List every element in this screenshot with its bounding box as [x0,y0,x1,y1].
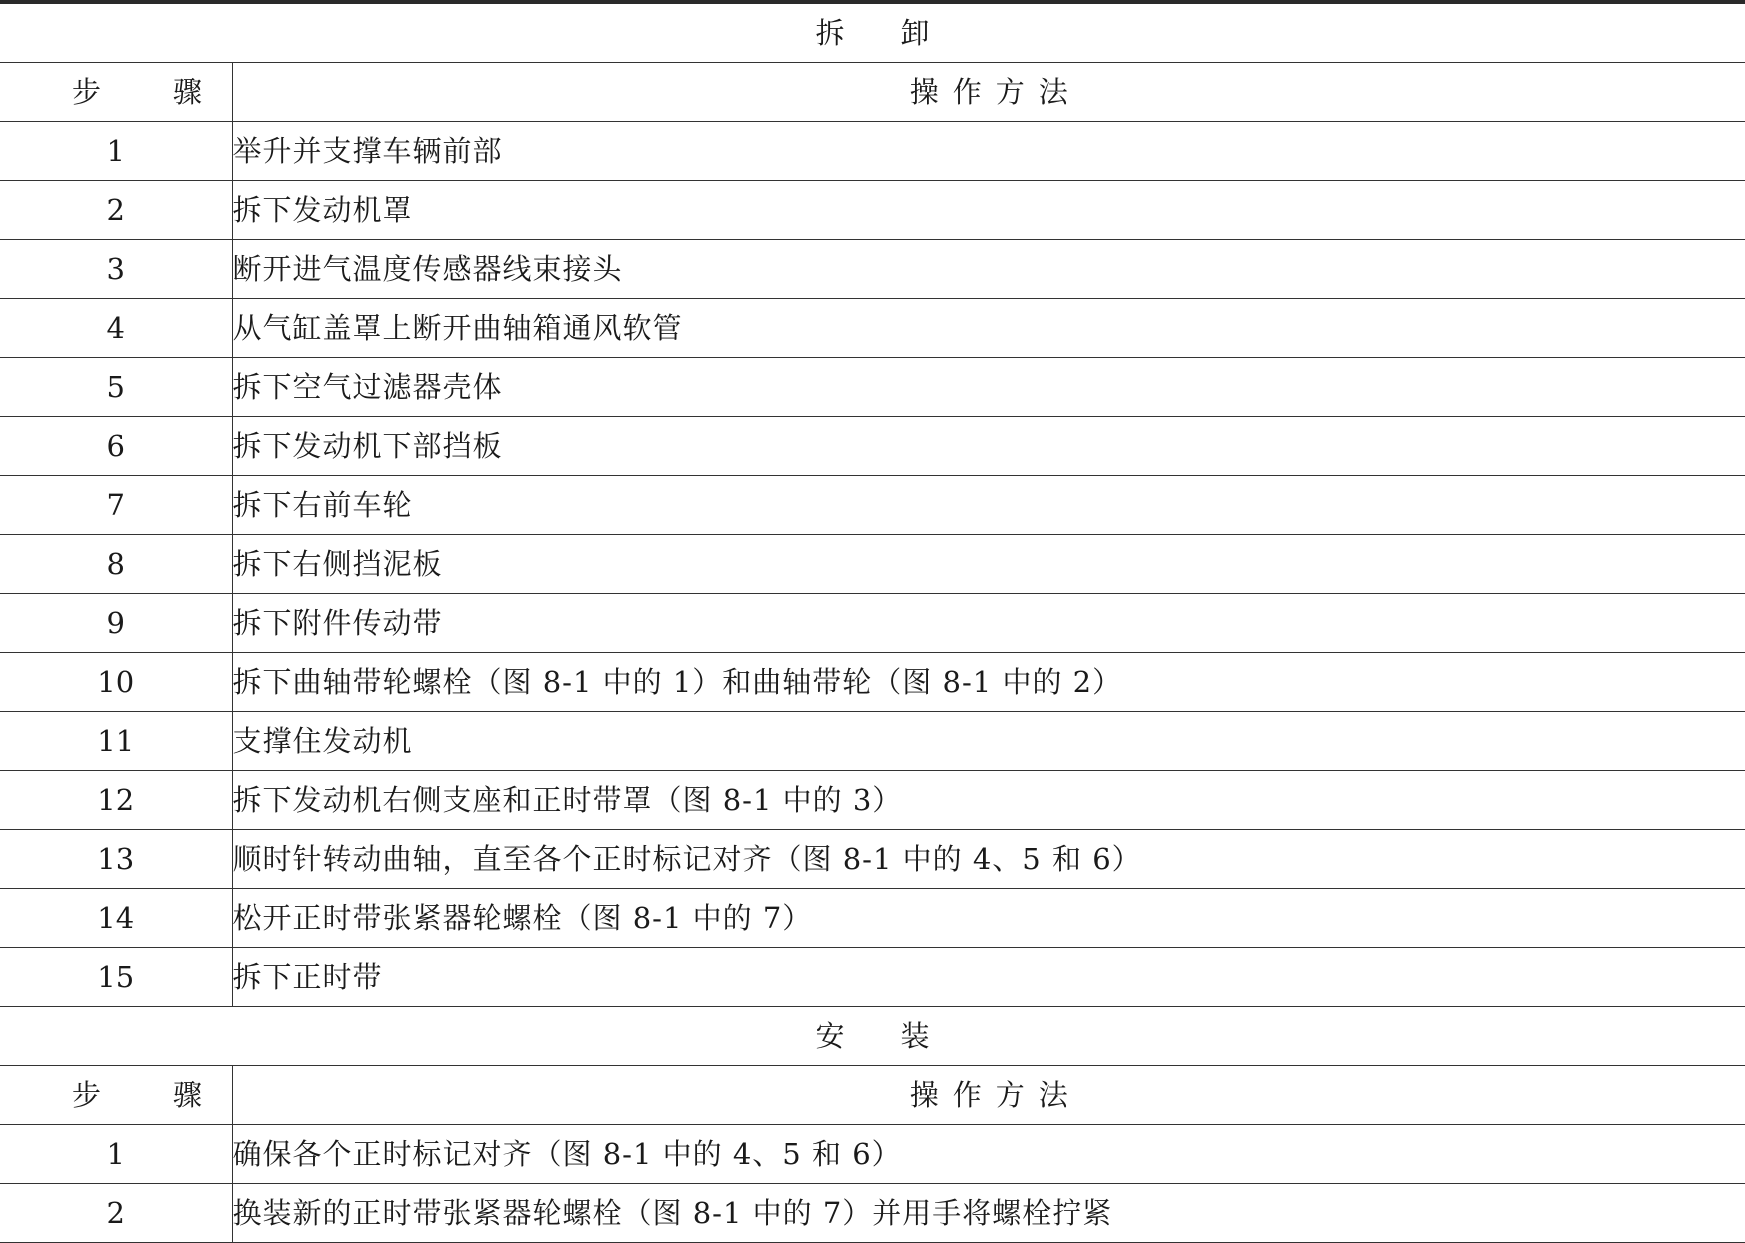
removal-row [0,712,1745,771]
step-number: 8 [0,535,232,594]
removal-row [0,535,1745,594]
removal-row [0,181,1745,240]
step-number: 9 [0,594,232,653]
step-number: 2 [0,1184,232,1243]
step-method: 拆下发动机下部挡板 [232,417,1745,476]
step-number: 10 [0,653,232,712]
step-method: 拆下右侧挡泥板 [232,535,1745,594]
removal-row [0,299,1745,358]
removal-method-header: 操作方法 [232,63,1745,122]
installation-row [0,1184,1745,1243]
step-method: 拆下正时带 [232,948,1745,1007]
procedure-table-body [0,4,1745,1243]
step-method: 举升并支撑车辆前部 [232,122,1745,181]
removal-row [0,771,1745,830]
step-number: 13 [0,830,232,889]
installation-header-row [0,1066,1745,1125]
step-number: 7 [0,476,232,535]
step-number: 1 [0,1125,232,1184]
removal-row [0,476,1745,535]
procedure-table [0,4,1745,1243]
step-method: 拆下附件传动带 [232,594,1745,653]
step-method: 拆下发动机罩 [232,181,1745,240]
installation-row [0,1125,1745,1184]
step-number: 15 [0,948,232,1007]
step-number: 1 [0,122,232,181]
removal-row [0,240,1745,299]
removal-row [0,653,1745,712]
removal-row [0,830,1745,889]
removal-header-row [0,63,1745,122]
removal-row [0,122,1745,181]
step-method: 拆下曲轴带轮螺栓（图 8-1 中的 1）和曲轴带轮（图 8-1 中的 2） [232,653,1745,712]
step-method: 拆下空气过滤器壳体 [232,358,1745,417]
removal-row [0,417,1745,476]
step-method: 换装新的正时带张紧器轮螺栓（图 8-1 中的 7）并用手将螺栓拧紧 [232,1184,1745,1243]
step-method: 确保各个正时标记对齐（图 8-1 中的 4、5 和 6） [232,1125,1745,1184]
step-method: 拆下发动机右侧支座和正时带罩（图 8-1 中的 3） [232,771,1745,830]
step-number: 14 [0,889,232,948]
removal-section-row [0,4,1745,63]
removal-row [0,358,1745,417]
step-number: 11 [0,712,232,771]
step-method: 从气缸盖罩上断开曲轴箱通风软管 [232,299,1745,358]
removal-step-header: 步骤 [0,63,232,122]
installation-section-title: 安装 [0,1007,1745,1066]
removal-row [0,889,1745,948]
step-number: 12 [0,771,232,830]
installation-section-row [0,1007,1745,1066]
step-number: 3 [0,240,232,299]
step-number: 2 [0,181,232,240]
step-method: 拆下右前车轮 [232,476,1745,535]
step-number: 5 [0,358,232,417]
step-number: 4 [0,299,232,358]
step-method: 断开进气温度传感器线束接头 [232,240,1745,299]
removal-row [0,594,1745,653]
step-method: 顺时针转动曲轴，直至各个正时标记对齐（图 8-1 中的 4、5 和 6） [232,830,1745,889]
step-number: 6 [0,417,232,476]
removal-section-title: 拆卸 [0,4,1745,63]
step-method: 支撑住发动机 [232,712,1745,771]
installation-step-header: 步骤 [0,1066,232,1125]
step-method: 松开正时带张紧器轮螺栓（图 8-1 中的 7） [232,889,1745,948]
installation-method-header: 操作方法 [232,1066,1745,1125]
removal-row [0,948,1745,1007]
